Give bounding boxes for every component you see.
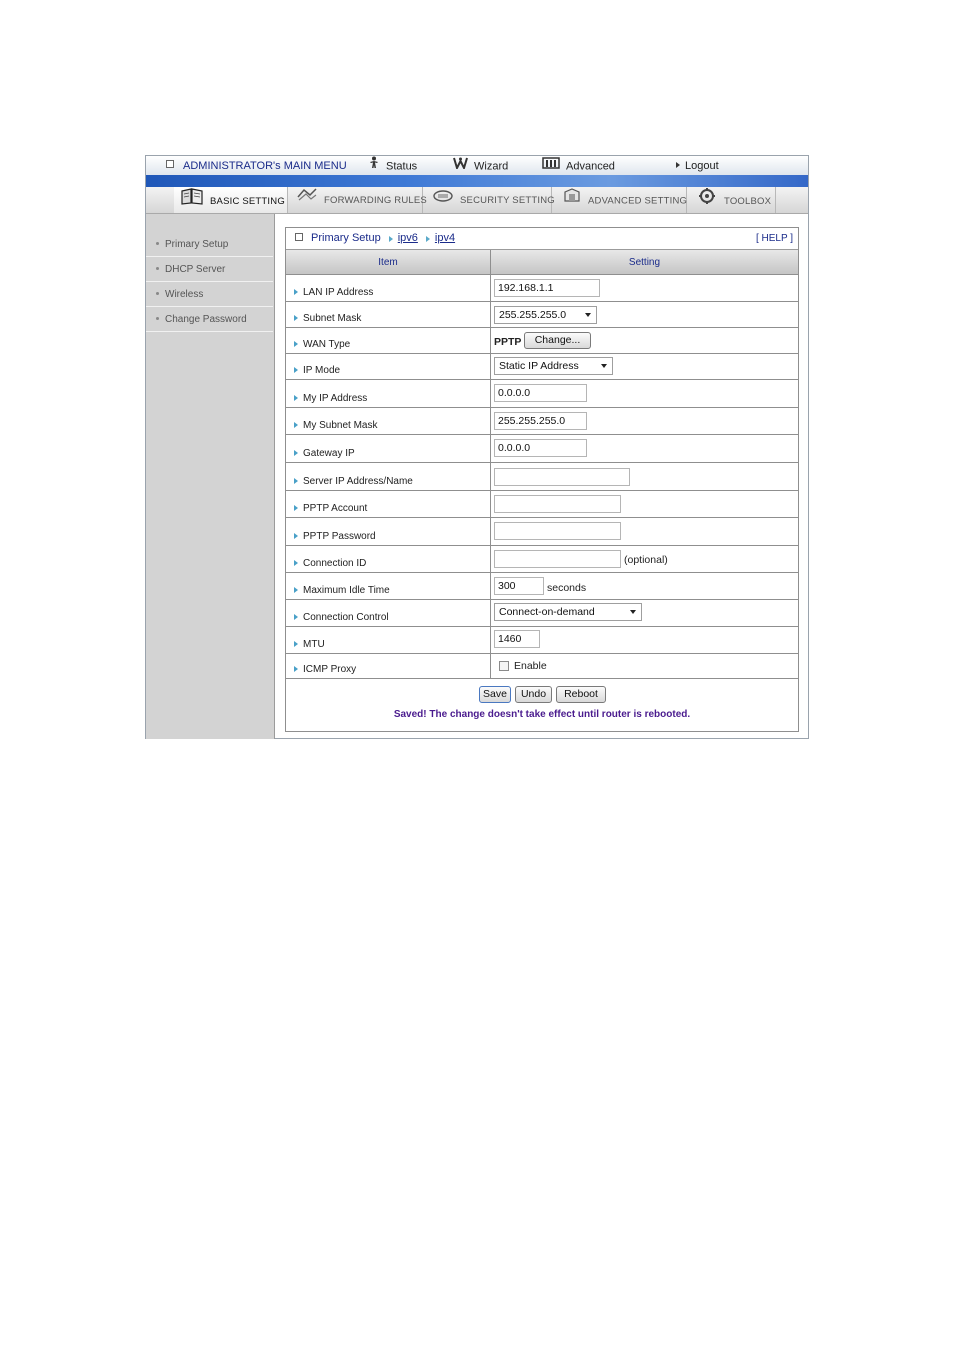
label-gateway-ip: Gateway IP <box>303 448 355 459</box>
my-subnet-input[interactable]: 255.255.255.0 <box>494 412 587 430</box>
admin-main-menu[interactable] <box>166 156 347 175</box>
server-ip-input[interactable] <box>494 468 630 486</box>
row-max-idle-time <box>286 573 798 600</box>
row-label <box>286 612 389 623</box>
row-setting-cell <box>491 354 798 379</box>
row-label-cell <box>286 546 491 572</box>
menu-square-icon <box>166 160 174 168</box>
toolbox-icon <box>696 187 718 216</box>
wizard-menu[interactable] <box>453 156 508 175</box>
arrow-icon <box>294 560 298 566</box>
row-label-cell <box>286 518 491 545</box>
wan-type-value: PPTP <box>494 336 522 348</box>
row-label-cell <box>286 328 491 353</box>
arrow-icon <box>294 641 298 647</box>
gateway-ip-input[interactable]: 0.0.0.0 <box>494 439 587 457</box>
dropdown-caret-icon <box>601 364 607 368</box>
my-ip-input[interactable]: 0.0.0.0 <box>494 384 587 402</box>
square-icon <box>295 233 303 241</box>
tab-basic-setting[interactable] <box>174 187 288 213</box>
row-label <box>286 664 356 675</box>
arrow-icon <box>294 666 298 672</box>
router-admin-window <box>145 155 809 739</box>
settings-panel <box>285 227 799 732</box>
logout-menu-label: Logout <box>685 160 719 172</box>
page-title: Primary Setup <box>311 232 381 244</box>
wizard-menu-label: Wizard <box>474 160 509 173</box>
label-icmp-proxy: ICMP Proxy <box>303 664 357 675</box>
admin-main-menu-label: ADMINISTRATOR's MAIN MENU <box>183 160 347 172</box>
arrow-icon <box>294 367 298 373</box>
header-stripe <box>146 175 808 187</box>
lan-ip-input[interactable]: 192.168.1.1 <box>494 279 600 297</box>
row-setting-cell <box>491 654 798 678</box>
pptp-account-input[interactable] <box>494 495 621 513</box>
row-connection-id <box>286 546 798 573</box>
security-icon <box>432 187 454 214</box>
advanced-setting-icon <box>562 187 582 215</box>
row-lan-ip <box>286 275 798 302</box>
advanced-icon <box>542 156 560 177</box>
sidebar <box>146 214 275 739</box>
optional-note: (optional) <box>624 554 668 566</box>
sidebar-item-label: Wireless <box>165 289 204 300</box>
row-label <box>286 313 361 324</box>
arrow-icon <box>294 341 298 347</box>
sidebar-item-wireless[interactable] <box>146 283 273 307</box>
row-label <box>286 287 373 298</box>
row-mtu <box>286 627 798 654</box>
label-my-subnet: My Subnet Mask <box>303 420 378 431</box>
arrow-icon <box>294 587 298 593</box>
label-connection-control: Connection Control <box>303 612 389 623</box>
row-wan-type <box>286 328 798 354</box>
row-setting-cell <box>491 380 798 407</box>
arrow-icon <box>294 315 298 321</box>
arrow-icon <box>294 450 298 456</box>
label-connection-id: Connection ID <box>303 558 367 569</box>
label-my-ip: My IP Address <box>303 393 368 404</box>
label-pptp-password: PPTP Password <box>303 531 376 542</box>
row-server-ip <box>286 463 798 491</box>
row-setting-cell <box>491 463 798 490</box>
row-label <box>286 531 376 542</box>
dropdown-caret-icon <box>630 610 636 614</box>
row-label-cell <box>286 573 491 599</box>
arrow-icon <box>294 422 298 428</box>
seconds-label: seconds <box>547 582 587 594</box>
row-setting-cell <box>491 600 798 626</box>
tab-basic-setting-label: BASIC SETTING <box>210 196 285 208</box>
status-menu[interactable] <box>368 156 417 175</box>
tab-security-setting[interactable] <box>423 187 555 213</box>
change-wan-type-button[interactable]: Change... <box>524 332 591 349</box>
subnet-mask-select[interactable] <box>494 306 597 324</box>
bullet-icon <box>156 292 159 295</box>
row-label <box>286 639 325 650</box>
arrow-icon <box>294 614 298 620</box>
arrow-icon <box>294 533 298 539</box>
row-my-ip <box>286 380 798 408</box>
row-label-cell <box>286 435 491 462</box>
row-subnet-mask <box>286 302 798 328</box>
row-label <box>286 503 367 514</box>
arrow-icon <box>294 395 298 401</box>
tab-advanced-setting-label: ADVANCED SETTING <box>588 195 688 207</box>
header-item: Item <box>286 250 491 274</box>
sidebar-item-dhcp-server[interactable] <box>146 258 273 282</box>
icmp-proxy-checkbox[interactable] <box>499 661 509 671</box>
row-setting-cell <box>491 408 798 434</box>
action-bar <box>286 679 798 731</box>
logout-menu[interactable] <box>676 156 719 175</box>
tab-forwarding-rules-label: FORWARDING RULES <box>324 195 427 207</box>
row-setting-cell <box>491 435 798 462</box>
row-setting-cell <box>491 328 798 353</box>
row-setting-cell <box>491 546 798 572</box>
label-lan-ip: LAN IP Address <box>303 287 374 298</box>
row-setting-cell <box>491 573 798 599</box>
row-label-cell <box>286 627 491 653</box>
row-ip-mode <box>286 354 798 380</box>
label-server-ip: Server IP Address/Name <box>303 476 413 487</box>
tab-advanced-setting[interactable] <box>552 187 687 213</box>
forwarding-icon <box>296 187 318 214</box>
reboot-button[interactable]: Reboot <box>556 686 606 703</box>
row-setting-cell <box>491 275 798 301</box>
sidebar-item-label: Change Password <box>165 314 247 325</box>
row-pptp-account <box>286 491 798 518</box>
sidebar-item-label: Primary Setup <box>165 239 229 250</box>
subnet-mask-value: 255.255.255.0 <box>499 309 567 321</box>
label-mtu: MTU <box>303 639 325 650</box>
main-tab-bar <box>146 187 808 214</box>
bullet-icon <box>156 267 159 270</box>
ip-mode-value: Static IP Address <box>499 360 579 372</box>
table-header <box>286 250 798 275</box>
row-gateway-ip <box>286 435 798 463</box>
bullet-icon <box>156 242 159 245</box>
tab-toolbox[interactable] <box>687 187 776 213</box>
sidebar-item-label: DHCP Server <box>165 264 226 275</box>
row-label <box>286 585 390 596</box>
status-menu-label: Status <box>386 160 418 173</box>
label-subnet-mask: Subnet Mask <box>303 313 362 324</box>
row-label <box>286 476 413 487</box>
row-label <box>286 420 377 431</box>
ip-mode-select[interactable] <box>494 357 613 375</box>
row-label-cell <box>286 275 491 301</box>
connection-control-select[interactable] <box>494 603 642 621</box>
person-icon <box>368 156 380 177</box>
connection-id-input[interactable] <box>494 550 621 568</box>
row-label <box>286 393 367 404</box>
icmp-enable-label: Enable <box>514 660 547 672</box>
row-label <box>286 558 366 569</box>
book-icon <box>180 187 204 216</box>
row-label-cell <box>286 380 491 407</box>
label-ip-mode: IP Mode <box>303 365 341 376</box>
row-icmp-proxy <box>286 654 798 679</box>
save-button[interactable]: Save <box>479 686 511 703</box>
ipv4-link[interactable]: ipv4 <box>434 232 456 244</box>
row-setting-cell <box>491 491 798 517</box>
row-label-cell <box>286 654 491 678</box>
arrow-right-icon <box>426 236 430 242</box>
arrow-icon <box>294 289 298 295</box>
tab-forwarding-rules[interactable] <box>288 187 427 213</box>
arrow-icon <box>294 478 298 484</box>
sidebar-item-change-password[interactable] <box>146 308 273 332</box>
row-setting-cell <box>491 302 798 327</box>
bullet-icon <box>156 317 159 320</box>
sidebar-item-primary-setup[interactable] <box>146 233 273 257</box>
row-label <box>286 365 340 376</box>
row-label-cell <box>286 408 491 434</box>
row-my-subnet <box>286 408 798 435</box>
row-setting-cell <box>491 518 798 545</box>
label-wan-type: WAN Type <box>303 339 351 350</box>
ipv6-link[interactable]: ipv6 <box>397 232 418 244</box>
top-menu-bar <box>146 156 808 176</box>
save-status-message: Saved! The change doesn't take effect until router is rebooted. <box>393 709 691 720</box>
connection-control-value: Connect-on-demand <box>499 606 595 618</box>
row-label <box>286 339 350 350</box>
mtu-input[interactable]: 1460 <box>494 630 540 648</box>
advanced-menu[interactable] <box>542 156 615 175</box>
row-label-cell <box>286 491 491 517</box>
label-pptp-account: PPTP Account <box>303 503 368 514</box>
triangle-right-icon <box>676 162 680 168</box>
header-setting: Setting <box>628 257 661 268</box>
tab-toolbox-label: TOOLBOX <box>724 196 772 208</box>
breadcrumb <box>286 228 798 250</box>
undo-button[interactable]: Undo <box>515 686 552 703</box>
row-pptp-password <box>286 518 798 546</box>
row-label-cell <box>286 354 491 379</box>
advanced-menu-label: Advanced <box>566 160 615 173</box>
dropdown-caret-icon <box>585 313 591 317</box>
pptp-password-input[interactable] <box>494 522 621 540</box>
label-max-idle-time: Maximum Idle Time <box>303 585 390 596</box>
row-label-cell <box>286 600 491 626</box>
help-link[interactable]: [ HELP ] <box>755 233 793 244</box>
row-connection-control <box>286 600 798 627</box>
max-idle-time-input[interactable]: 300 <box>494 577 544 595</box>
arrow-right-icon <box>389 236 393 242</box>
arrow-icon <box>294 505 298 511</box>
row-label <box>286 448 355 459</box>
row-setting-cell <box>491 627 798 653</box>
tab-security-setting-label: SECURITY SETTING <box>460 195 555 207</box>
row-label-cell <box>286 302 491 327</box>
row-label-cell <box>286 463 491 490</box>
wizard-icon <box>453 156 468 177</box>
